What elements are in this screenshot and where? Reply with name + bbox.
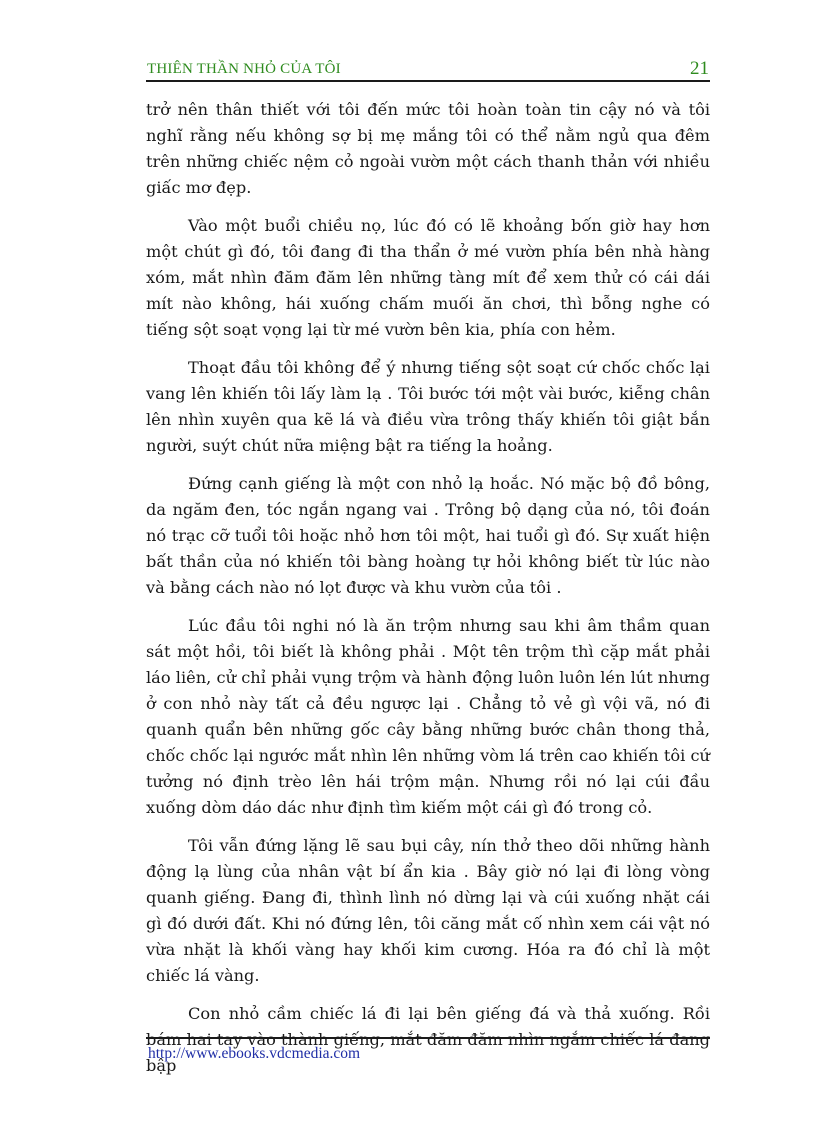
book-title: THIÊN THẦN NHỎ CỦA TÔI <box>147 61 341 77</box>
footer-website-link[interactable]: http://www.ebooks.vdcmedia.com <box>148 1045 361 1062</box>
page-number: 21 <box>690 58 709 79</box>
paragraph: Lúc đầu tôi nghi nó là ăn trộm nhưng sau khi âm thầm quan sát một hồi, tôi biết là không phải . Một tên trộm thì cặp mắt phải láo liên, cử chỉ phải vụng trộm và hành động luôn luôn lén lút nhưng ở con nhỏ này tất cả đều ngược lại . Chẳng tỏ vẻ gì vội vã, nó đi quanh quẩn bên những gốc cây bằng những bước chân thong thả, chốc chốc lại ngước mắt nhìn lên những vòm lá trên cao khiến tôi cứ tưởng nó định trèo lên hái trộm mận. Nhưng rồi nó lại cúi đầu xuống dòm dáo dác như định tìm kiếm một cái gì đó trong cỏ. <box>146 616 710 817</box>
paragraph: Thoạt đầu tôi không để ý nhưng tiếng sột soạt cứ chốc chốc lại vang lên khiến tôi lấy làm lạ . Tôi bước tới một vài bước, kiễng chân lên nhìn xuyên qua kẽ lá và điều vừa trông thấy khiến tôi giật bắn người, suýt chút nữa miệng bật ra tiếng la hoảng. <box>146 358 710 455</box>
paragraph: Đứng cạnh giếng là một con nhỏ lạ hoắc. Nó mặc bộ đồ bông, da ngăm đen, tóc ngắn ngang vai . Trông bộ dạng của nó, tôi đoán nó trạc cỡ tuổi tôi hoặc nhỏ hơn tôi một, hai tuổi gì đó. Sự xuất hiện bất thần của nó khiến tôi bàng hoàng tự hỏi không biết từ lúc nào và bằng cách nào nó lọt được và khu vườn của tôi . <box>146 474 710 597</box>
footer-divider <box>146 1037 710 1039</box>
paragraph: Con nhỏ cầm chiếc lá đi lại bên giếng đá và thả xuống. Rồi bám hai tay vào thành giếng, mắt đăm đăm nhìn ngắm chiếc lá đang bập <box>146 1004 711 1075</box>
page-body <box>146 97 710 1091</box>
paragraph: Vào một buổi chiều nọ, lúc đó có lẽ khoảng bốn giờ hay hơn một chút gì đó, tôi đang đi tha thẩn ở mé vườn phía bên nhà hàng xóm, mắt nhìn đăm đăm lên những tàng mít để xem thử có cái dái mít nào không, hái xuống chấm muối ăn chơi, thì bỗng nghe có tiếng sột soạt vọng lại từ mé vườn bên kia, phía con hẻm. <box>146 216 710 339</box>
page-header <box>146 60 710 82</box>
paragraph: Tôi vẫn đứng lặng lẽ sau bụi cây, nín thở theo dõi những hành động lạ lùng của nhân vật bí ẩn kia . Bây giờ nó lại đi lòng vòng quanh giếng. Đang đi, thình lình nó dừng lại và cúi xuống nhặt cái gì đó dưới đất. Khi nó đứng lên, tôi căng mắt cố nhìn xem cái vật nó vừa nhặt là khối vàng hay khối kim cương. Hóa ra đó chỉ là một chiếc lá vàng. <box>146 836 710 985</box>
paragraph: trở nên thân thiết với tôi đến mức tôi hoàn toàn tin cậy nó và tôi nghĩ rằng nếu không sợ bị mẹ mắng tôi có thể nằm ngủ qua đêm trên những chiếc nệm cỏ ngoài vườn một cách thanh thản với nhiều giấc mơ đẹp. <box>146 100 710 197</box>
